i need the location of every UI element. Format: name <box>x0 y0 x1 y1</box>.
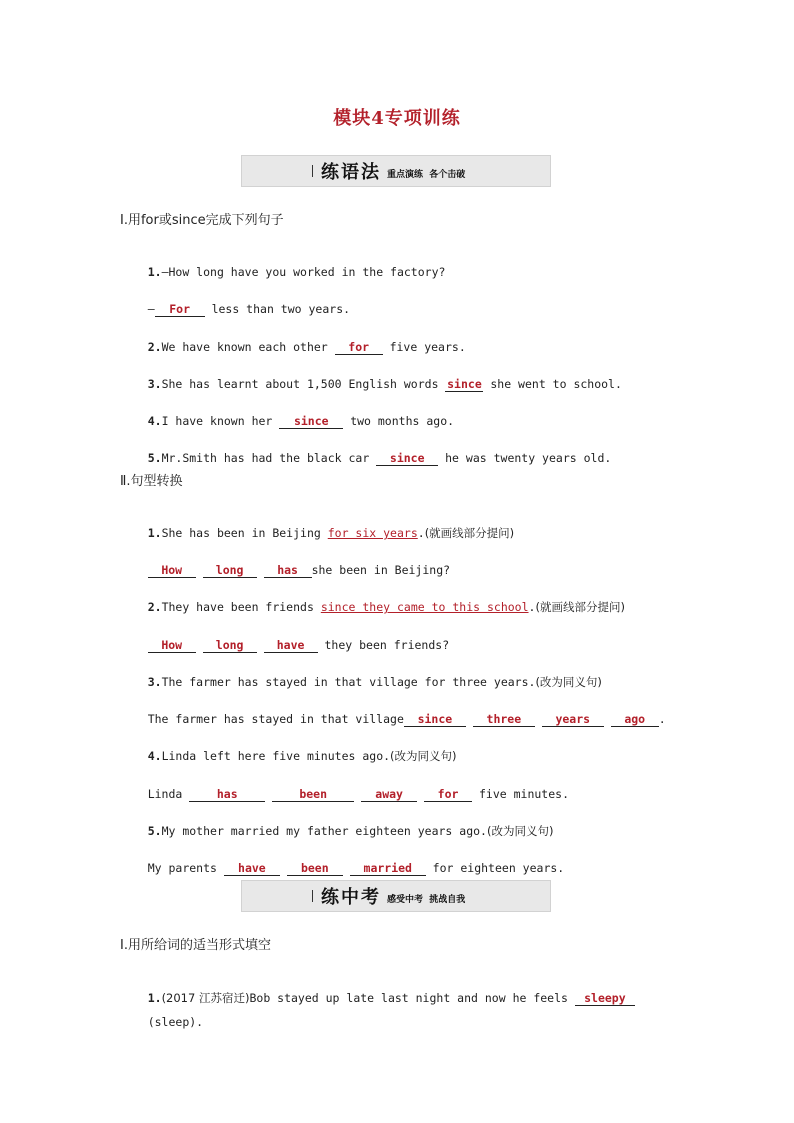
question-text: She has been in Beijing <box>161 526 328 540</box>
answer-blank: for <box>424 787 472 802</box>
question-line <box>120 434 611 482</box>
question-number: 3. <box>147 675 162 689</box>
question-text: The farmer has stayed in that village for three years. <box>161 675 536 689</box>
answer-blank: How <box>148 563 196 578</box>
instruction-note: (就画线部分提问) <box>424 526 515 540</box>
question-text: they been friends? <box>317 638 450 652</box>
banner-title: 练中考 <box>321 887 381 908</box>
source-tag: (2017 江苏宿迁) <box>161 991 250 1005</box>
question-number: 3. <box>147 377 162 391</box>
answer-blank: have <box>264 638 318 653</box>
answer-blank: been <box>272 787 354 802</box>
question-text: less than two years. <box>204 302 351 316</box>
section-heading: Ⅱ.句型转换 <box>120 474 183 489</box>
answer-blank: ago <box>611 712 659 727</box>
instruction-note: (改为同义句) <box>390 749 457 763</box>
answer-blank: have <box>224 861 280 876</box>
question-text: I have known her <box>161 414 280 428</box>
question-text: she went to school. <box>483 377 622 391</box>
question-text: five minutes. <box>472 787 569 801</box>
banner-divider <box>312 890 313 902</box>
answer-blank: married <box>350 861 426 876</box>
question-number: 2. <box>147 340 162 354</box>
question-text: They have been friends <box>161 600 321 614</box>
instruction-note: (就画线部分提问) <box>535 600 625 614</box>
underlined-phrase: for six years <box>327 526 418 540</box>
question-text: The farmer has stayed in that village <box>147 712 404 726</box>
answer-blank: For <box>155 302 205 317</box>
section-banner-exam <box>241 880 551 912</box>
answer-blank: since <box>447 377 482 391</box>
answer-blank: has <box>189 787 265 802</box>
answer-blank: long <box>203 638 257 653</box>
answer-blank: since <box>404 712 466 727</box>
question-text: she been in Beijing? <box>311 563 451 577</box>
question-text: . <box>658 712 666 726</box>
underlined-phrase: since they came to this school <box>320 600 529 614</box>
answer-blank: years <box>542 712 604 727</box>
question-number: 1. <box>147 526 162 540</box>
question-text: for eighteen years. <box>425 861 565 875</box>
instruction-note: (改为同义句) <box>486 824 554 838</box>
question-text: We have known each other <box>161 340 335 354</box>
answer-blank: sleepy <box>575 991 635 1006</box>
answer-blank: How <box>148 638 196 653</box>
question-text: (sleep). <box>147 1015 204 1029</box>
question-text: Linda <box>147 787 190 801</box>
banner-subtitle: 重点演练 各个击破 <box>387 169 466 180</box>
question-text: My mother married my father eighteen years ago. <box>161 824 487 838</box>
answer-blank: for <box>335 340 383 355</box>
answer-blank: away <box>361 787 417 802</box>
dash: — <box>147 302 155 316</box>
answer-blank: long <box>203 563 257 578</box>
question-text: two months ago. <box>343 414 455 428</box>
question-number: 1. <box>147 991 162 1005</box>
banner-subtitle: 感受中考 挑战自我 <box>387 894 466 905</box>
question-text: Bob stayed up late last night and now he feels <box>249 991 575 1005</box>
question-text: . <box>417 526 425 540</box>
section-heading: Ⅰ.用所给词的适当形式填空 <box>120 938 271 953</box>
question-number: 4. <box>147 414 162 428</box>
instruction-note: (改为同义句) <box>535 675 602 689</box>
question-text: he was twenty years old. <box>438 451 612 465</box>
page-title: 模块4专项训练 <box>333 108 461 129</box>
question-number: 4. <box>147 749 162 763</box>
question-text: . <box>528 600 536 614</box>
question-text: Linda left here five minutes ago. <box>161 749 391 763</box>
banner-divider <box>312 165 313 177</box>
question-text: She has learnt about 1,500 English words <box>161 377 446 391</box>
answer-blank: since <box>376 451 438 466</box>
question-text: Mr.Smith has had the black car <box>161 451 377 465</box>
question-number: 5. <box>147 824 162 838</box>
section-heading: Ⅰ.用for或since完成下列句子 <box>120 213 284 228</box>
question-number: 5. <box>147 451 162 465</box>
question-number: 1. <box>147 265 162 279</box>
answer-blank: three <box>473 712 535 727</box>
question-text: My parents <box>147 861 224 875</box>
question-line <box>120 998 203 1046</box>
section-banner-grammar <box>241 155 551 187</box>
banner-title: 练语法 <box>321 162 381 183</box>
question-text: five years. <box>382 340 466 354</box>
question-number: 2. <box>147 600 162 614</box>
answer-blank: has <box>264 563 312 578</box>
question-text: —How long have you worked in the factory? <box>161 265 446 279</box>
answer-blank: since <box>279 414 343 429</box>
answer-blank: been <box>287 861 343 876</box>
